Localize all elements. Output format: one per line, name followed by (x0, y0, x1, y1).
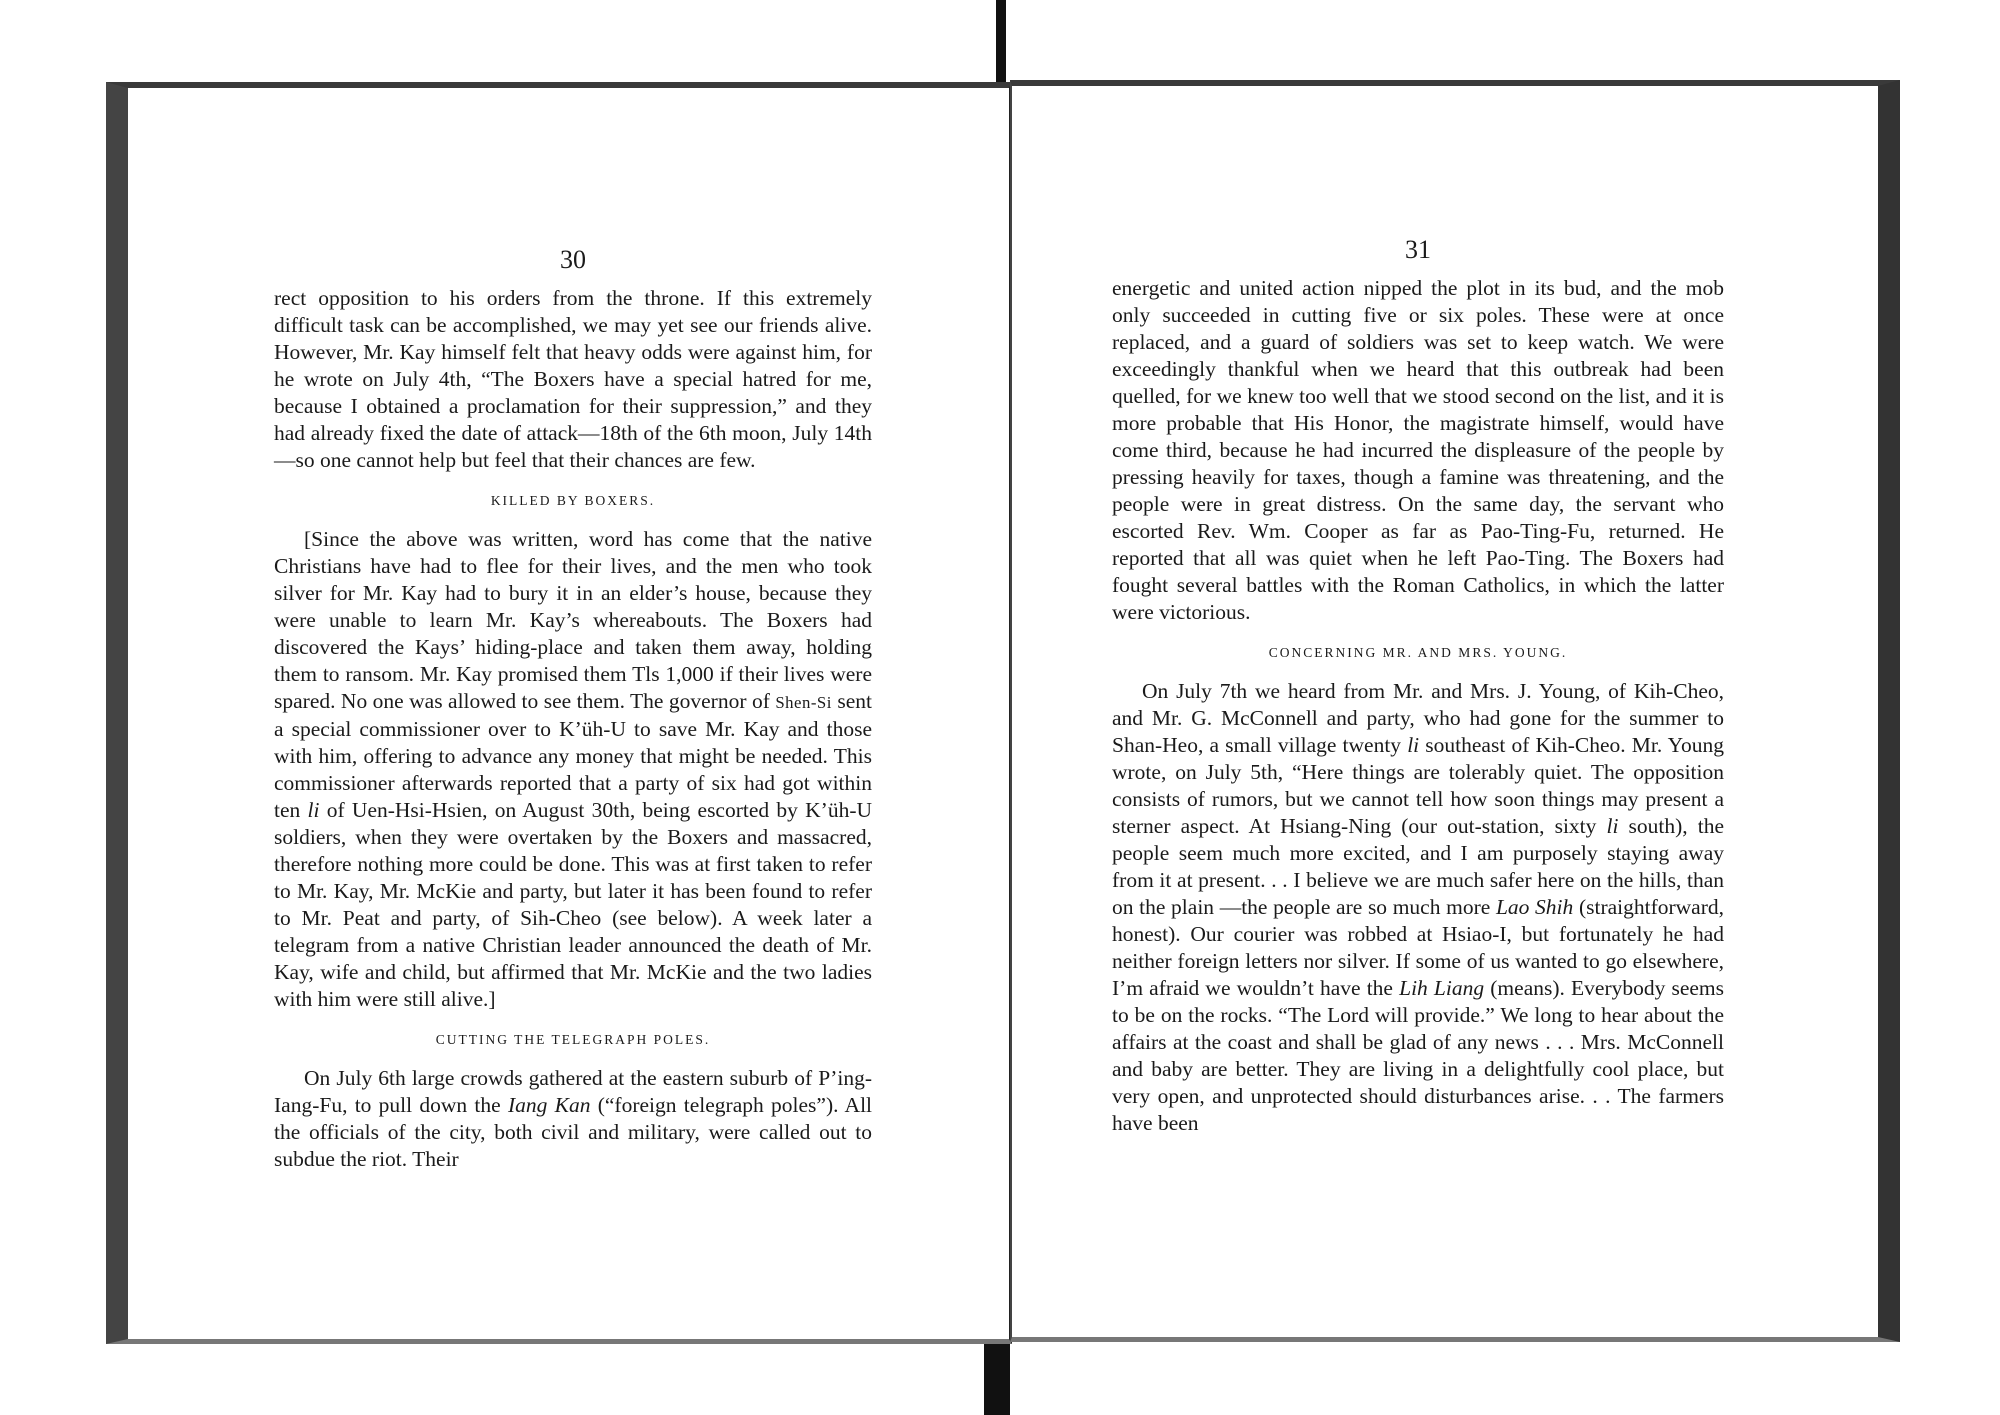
page-number: 31 (1405, 235, 1431, 264)
paragraph: On July 6th large crowds gathered at the eastern suburb of P’ing-Iang-Fu, to pull down the Iang Kan (“foreign telegraph poles”). All the officials of the city, both civil and military, were called out to subdue the riot. Their (274, 1066, 873, 1171)
section-heading: KILLED BY BOXERS. (490, 493, 656, 508)
page-number: 30 (560, 245, 586, 274)
right-page (1010, 80, 1900, 1342)
province-name: Shen-Si (775, 693, 832, 712)
right-page-text (1112, 236, 1724, 1137)
paragraph: rect opposition to his orders from the throne. If this extremely difficult task can be accomplished, we may yet see our friends alive. However, Mr. Kay himself felt that heavy odds were against him, for he wrote on July 4th, “The Boxers have a special hatred for me, because I obtained a proclamation for their suppression,” and they had already fixed the date of attack—18th of the 6th moon, July 14th—so one cannot help but feel that their chances are few. (274, 286, 872, 472)
paragraph: energetic and united action nipped the plot in its bud, and the mob only succeeded in cutting five or six poles. These were at once replaced, and a guard of soldiers was set to keep watch. We were exceedingly thankful when we heard that this outbreak had been quelled, for we knew too well that we stood second on the list, and it is more probable that His Honor, the magistrate himself, would have come third, because he had incurred the displeasure of the people by pressing heavily for taxes, though a famine was threatening, and the people were in great distress. On the same day, the servant who escorted Rev. Wm. Cooper as far as Pao-Ting-Fu, returned. He reported that all was quiet when he left Pao-Ting. The Boxers had fought several battles with the Roman Catholics, in which the latter were victorious. (1112, 276, 1724, 624)
book-spine-top (996, 0, 1006, 90)
paragraph: [Since the above was written, word has come that the native Christians have had to flee for their lives, and the men who took silver for Mr. Kay had to bury it in an elder’s house, because they were unable to learn Mr. Kay’s whereabouts. The Boxers had discovered the Kays’ hiding-place and taken them away, holding them to ransom. Mr. Kay promised them Tls 1,000 if their lives were spared. No one was allowed to see them. The governor of Shen-Si sent a special commissioner over to K’üh-U to save Mr. Kay and those with him, offering to advance any money that might be needed. This commissioner afterwards reported that a party of six had got within ten li of Uen-Hsi-Hsien, on August 30th, being escorted by K’üh-U soldiers, when they were overtaken by the Boxers and massacred, therefore nothing more could be done. This was at first taken to refer to Mr. Kay, Mr. McKie and party, but later it has been found to refer to Mr. Peat and party, of Sih-Cheo (see below). A week later a telegram from a native Christian leader announced the death of Mr. Kay, wife and child, but affirmed that Mr. McKie and the two ladies with him were still alive.] (274, 527, 873, 1011)
paragraph: On July 7th we heard from Mr. and Mrs. J. Young, of Kih-Cheo, and Mr. G. McConnell and party, who had gone for the summer to Shan-Heo, a small village twenty li southeast of Kih-Cheo. Mr. Young wrote, on July 5th, “Here things are tolerably quiet. The opposition consists of rumors, but we cannot tell how soon things may present a sterner aspect. At Hsiang-Ning (our out-station, sixty li south), the people seem much more excited, and I am purposely staying away from it at present. . . I believe we are much safer here on the hills, than on the plain —the people are so much more Lao Shih (straightforward, honest). Our courier was robbed at Hsiao-I, but fortunately he had neither foreign letters nor silver. If some of us wanted to go elsewhere, I’m afraid we wouldn’t have the Lih Liang (means). Everybody seems to be on the rocks. “The Lord will provide.” We long to hear about the affairs at the coast and shall be glad of any news . . . Mrs. McConnell and baby are better. They are living in a delightfully cool place, but very open, and unprotected should disturbances arise. . . The farmers have been (1112, 679, 1725, 1135)
section-heading: CUTTING THE TELEGRAPH POLES. (435, 1032, 711, 1047)
left-page-text (274, 246, 872, 1173)
section-heading: CONCERNING MR. AND MRS. YOUNG. (1268, 645, 1568, 660)
left-page (106, 82, 1012, 1344)
